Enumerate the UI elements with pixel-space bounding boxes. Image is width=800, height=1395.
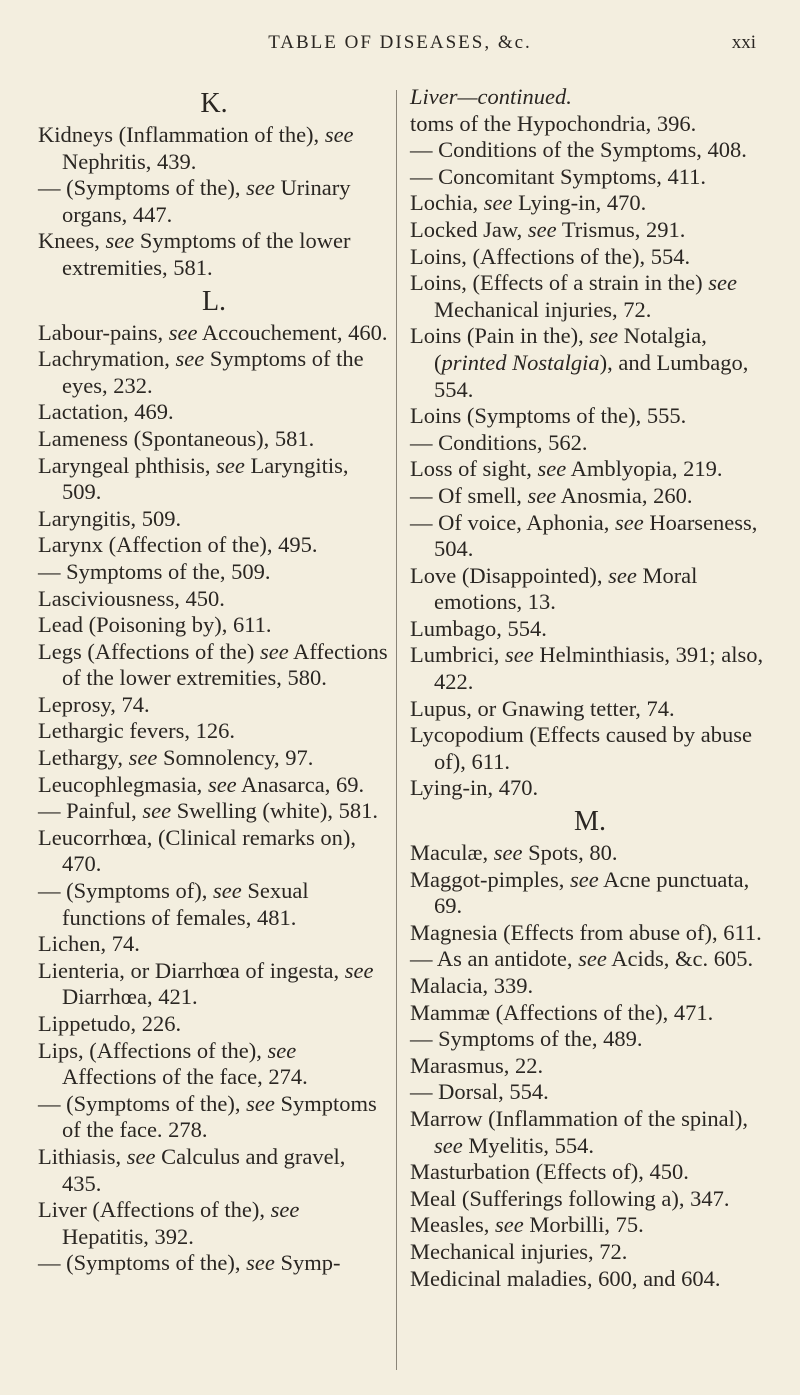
index-entry: Lachrymation, see Symptoms of the eyes, 232. (38, 346, 364, 398)
index-entry: — As an antidote, see Acids, &c. 605. (410, 946, 754, 972)
index-entry: Malacia, 339. (410, 973, 534, 998)
index-entry: — Conditions, 562. (410, 429, 588, 455)
index-entry: Mammæ (Affections of the), 471. (410, 999, 714, 1025)
index-entry: Meal (Sufferings following a), 347. (410, 1185, 730, 1211)
index-entry: Loins (Symptoms of the), 555. (410, 403, 687, 429)
index-entry: Locked Jaw, see Trismus, 291. (410, 216, 686, 242)
index-entry: Maculæ, see Spots, 80. (410, 840, 618, 866)
index-entry: Labour-pains, see Accouchement, 460. (38, 319, 388, 345)
index-entry: Lumbrici, see Helminthiasis, 391; also, 422. (410, 642, 764, 695)
index-entry: — Symptoms of the, 489. (410, 1026, 643, 1052)
index-entry: — Dorsal, 554. (410, 1079, 549, 1105)
index-entry: Loins (Pain in the), see Notalgia, (printed Nostalgia), and Lumbago, 554. (410, 323, 749, 402)
index-entry: Legs (Affections of the) see Affections of the lower extremities, 580. (38, 638, 388, 691)
index-entry: — Painful, see Swelling (white), 581. (38, 798, 378, 824)
index-entry: toms of the Hypochondria, 396. (410, 110, 697, 136)
index-entry: — Concomitant Symptoms, 411. (410, 163, 707, 189)
index-entry: Laryngitis, 509. (38, 505, 182, 531)
index-entry: Love (Disappointed), see Moral emotions, 13. (410, 562, 698, 615)
index-entry: Lethargy, see Somnolency, 97. (38, 745, 314, 771)
index-entry: — (Symptoms of the), see Symp- (38, 1250, 341, 1276)
index-entry: Loss of sight, see Amblyopia, 219. (410, 456, 723, 482)
index-entry: Mechanical injuries, 72. (410, 1238, 628, 1264)
right-column (410, 84, 770, 1292)
left-column (38, 84, 390, 1277)
index-entry: Lycopodium (Effects caused by abuse of), 611. (410, 722, 752, 774)
index-entry: Leucophlegmasia, see Anasarca, 69. (38, 771, 365, 797)
section-letter: L. (201, 285, 227, 317)
index-entry: Lead (Poisoning by), 611. (38, 612, 272, 638)
index-entry: Lienteria, or Diarrhœa of ingesta, see Diarrhœa, 421. (38, 957, 374, 1010)
index-entry: Lippetudo, 226. (38, 1011, 182, 1036)
index-entry: — Of smell, see Anosmia, 260. (410, 482, 693, 508)
index-entry: — Of voice, Aphonia, see Hoarseness, 504. (410, 509, 758, 562)
index-entry: Measles, see Morbilli, 75. (410, 1212, 644, 1238)
index-entry: Lying-in, 470. (410, 775, 539, 801)
index-entry: Laryngeal phthisis, see Laryngitis, 509. (38, 452, 349, 505)
index-entry: Leucorrhœa, (Clinical remarks on), 470. (38, 824, 356, 877)
index-entry: Maggot-pimples, see Acne punctuata, 69. (410, 866, 750, 919)
index-entry: Liver (Affections of the), see Hepatitis, 392. (38, 1197, 300, 1249)
index-entry: Lameness (Spontaneous), 581. (38, 425, 315, 451)
column-divider (396, 90, 397, 1370)
index-entry: Lithiasis, see Calculus and gravel, 435. (38, 1143, 346, 1196)
index-entry: Lethargic fevers, 126. (38, 718, 236, 744)
index-entry: Lasciviousness, 450. (38, 585, 225, 611)
index-entry: Larynx (Affection of the), 495. (38, 532, 318, 558)
index-entry: Leprosy, 74. (38, 691, 150, 717)
running-head: TABLE OF DISEASES, &c. (268, 32, 532, 53)
index-entry: Lips, (Affections of the), see Affections of the face, 274. (38, 1037, 308, 1090)
index-entry: Lichen, 74. (38, 931, 140, 957)
index-entry: Loins, (Effects of a strain in the) see Mechanical injuries, 72. (410, 270, 737, 322)
index-entry: — (Symptoms of the), see Symptoms of the face. 278. (38, 1090, 377, 1143)
index-entry: Kidneys (Inflammation of the), see Nephritis, 439. (38, 122, 354, 174)
index-entry: Marrow (Inflammation of the spinal), see Myelitis, 554. (410, 1105, 749, 1158)
index-entry: Medicinal maladies, 600, and 604. (410, 1265, 721, 1291)
index-entry: Masturbation (Effects of), 450. (410, 1159, 689, 1185)
index-entry: Lochia, see Lying-in, 470. (410, 190, 647, 216)
index-entry: — Conditions of the Symptoms, 408. (410, 137, 747, 163)
continued-heading: Liver—continued. (410, 84, 572, 109)
index-entry: — (Symptoms of the), see Urinary organs, 447. (38, 175, 351, 227)
index-entry: Lactation, 469. (38, 399, 174, 425)
index-entry: — Symptoms of the, 509. (38, 558, 271, 584)
index-entry: Loins, (Affections of the), 554. (410, 243, 691, 269)
section-letter: K. (200, 88, 228, 119)
index-entry: Lumbago, 554. (410, 615, 547, 641)
index-entry: Marasmus, 22. (410, 1052, 544, 1078)
index-entry: — (Symptoms of), see Sexual functions of females, 481. (38, 878, 309, 930)
section-letter: M. (574, 806, 606, 838)
index-entry: Magnesia (Effects from abuse of), 611. (410, 919, 762, 945)
index-entry: Lupus, or Gnawing tetter, 74. (410, 695, 675, 721)
index-entry: Knees, see Symptoms of the lower extremities, 581. (38, 228, 351, 280)
page-number: xxi (731, 32, 756, 53)
